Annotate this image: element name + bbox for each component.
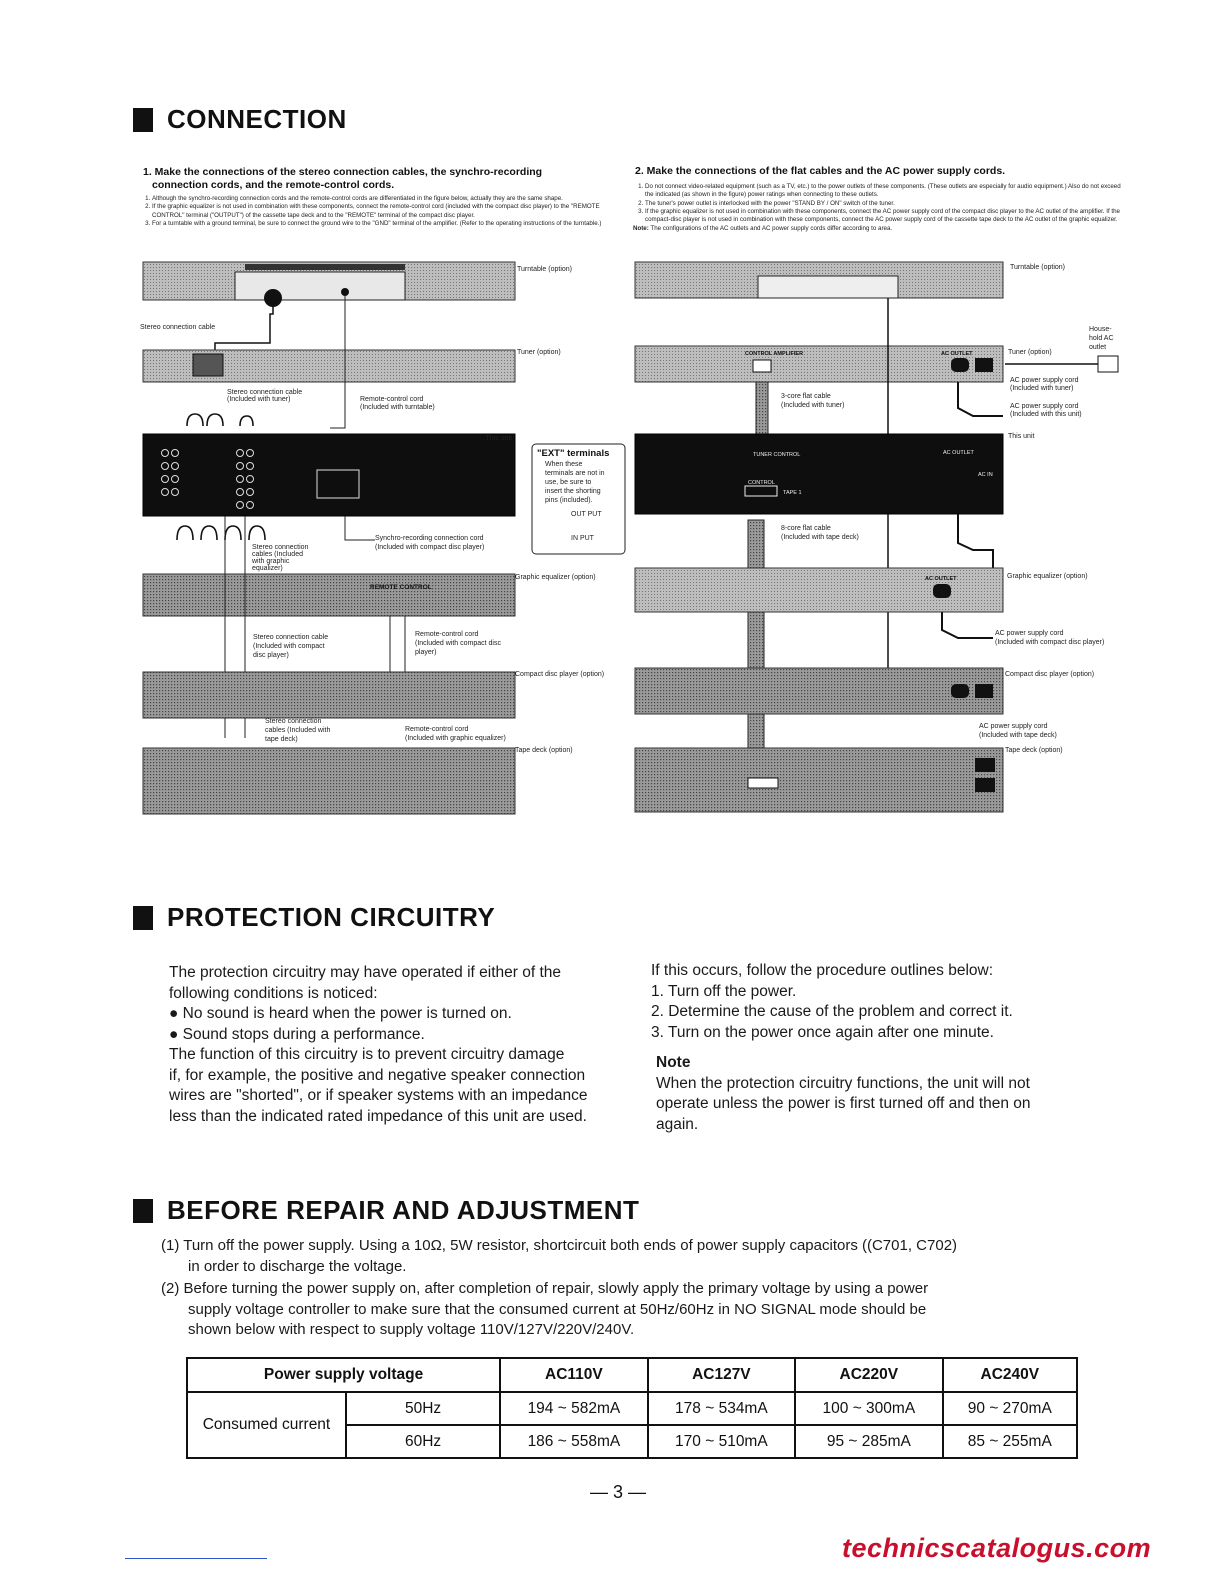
r-ac-cord-cd-1: AC power supply cord [995, 630, 1064, 637]
label-stereo-eq-3: with graphic [252, 558, 290, 565]
turntable-remote-jack [341, 288, 349, 296]
r-ac-cord-unit-2: (Included with this unit) [1010, 411, 1082, 418]
label-remote-tt-1: Remote-control cord [360, 396, 424, 403]
label-stereo-tuner-1: Stereo connection cable [227, 389, 303, 396]
protection-left-line: ● No sound is heard when the power is turned on. [169, 1005, 512, 1022]
table-header-cell: AC220V [795, 1358, 942, 1392]
table-header-cell: AC110V [500, 1358, 647, 1392]
r-tape-deck-body [635, 748, 1003, 812]
r-household-1: House- [1089, 326, 1112, 333]
this-unit-body [143, 434, 515, 516]
r-eq-outlet [933, 584, 951, 598]
protection-left-line: wires are "shorted", or if speaker systems with an impedance [169, 1087, 588, 1104]
tape-deck-body [143, 748, 515, 814]
r-label-tape-deck: Tape deck (option) [1005, 747, 1063, 754]
label-tuner: Tuner (option) [517, 349, 561, 356]
r-cd-player-body [635, 668, 1003, 714]
r-label-graphic-eq: Graphic equalizer (option) [1007, 573, 1088, 580]
r-ac-cord-unit-1: AC power supply cord [1010, 403, 1079, 410]
protection-title: PROTECTION CIRCUITRY [167, 902, 496, 932]
label-tape-deck: Tape deck (option) [515, 747, 573, 754]
r-cd-outlet-2 [975, 684, 993, 698]
synchro-cord [345, 516, 375, 540]
repair-steps [161, 1236, 1121, 1341]
label-stereo-eq-1: Stereo connection [252, 544, 309, 551]
label-turntable: Turntable (option) [517, 266, 572, 273]
left-note-1: 1. Although the synchro-recording connection cords and the remote-control cords are differentiated in the figure below, actually they are the same shape. [152, 195, 628, 203]
r-tape-control-jack-deck [748, 778, 778, 788]
label-graphic-eq: Graphic equalizer (option) [515, 574, 596, 581]
ext-title: "EXT" terminals [537, 448, 610, 459]
cd-player-body [143, 672, 515, 718]
r-eq-power-cord [958, 514, 993, 576]
protection-left-line: The protection circuitry may have operated if either of the [169, 964, 562, 981]
right-heading: 2. Make the connections of the flat cables and the AC power supply cords. [635, 165, 1006, 177]
r-label-tuner: Tuner (option) [1008, 349, 1052, 356]
right-note-1: 1. Do not connect video-related equipment (such as a TV, etc.) to the power outlets of these components. (These outlets are especially for audio equipment.) Also do not exceed the indicated (as shown in the figure) power ratings when connecting to these outlets. [645, 183, 1123, 200]
protection-left-line: if, for example, the positive and negative speaker connection [169, 1066, 586, 1084]
r-ac-outlet-unit: AC OUTLET [943, 450, 974, 456]
protection-left-line: following conditions is noticed: [169, 984, 378, 1002]
r-this-unit-body [635, 434, 1003, 514]
right-notes [633, 183, 1123, 234]
turntable-cable [215, 306, 273, 356]
protection-right-line: If this occurs, follow the procedure outlines below: [651, 962, 994, 979]
r-ac-cord-tuner-2: (Included with tuner) [1010, 385, 1074, 392]
turntable-jack [264, 289, 282, 307]
left-notes [140, 195, 628, 228]
left-heading-line2: connection cords, and the remote-control cords. [152, 179, 395, 191]
r-cd-outlet-1 [951, 684, 969, 698]
protection-note-line: When the protection circuitry functions, the unit will not [656, 1074, 1030, 1092]
label-stereo-tape-2: cables (Included with [265, 727, 331, 734]
label-remote-cd-2: (Included with compact disc [415, 640, 501, 647]
connection-title: CONNECTION [167, 104, 347, 134]
right-note-3: 3. If the graphic equalizer is not used in combination with these components, connect the AC power supply cord of the compact disc player to the AC outlet of the amplifier. If the compact-disc player is not used in combination with these components, connect the AC power supply cord of the cassette tape deck to the AC outlet of the graphic equalizer. [645, 208, 1123, 225]
label-remote-cd-3: player) [415, 649, 437, 656]
r-control-amplifier: CONTROL AMPLIFIER [745, 351, 804, 357]
r-flat8-cable [748, 520, 764, 752]
remote-control-panel: REMOTE CONTROL [370, 584, 432, 591]
r-ac-cord-cd-2: (Included with compact disc player) [995, 639, 1105, 646]
label-this-unit: This unit [485, 435, 512, 442]
table-value-cell: 194 ~ 582mA [500, 1392, 647, 1425]
ext-out: OUT PUT [571, 511, 602, 518]
table-header-cell: Power supply voltage [187, 1358, 500, 1392]
repair-step2-line3: shown below with respect to supply voltage 110V/127V/220V/240V. [188, 1321, 635, 1338]
table-value-cell: 186 ~ 558mA [500, 1425, 647, 1458]
table-value-cell: 100 ~ 300mA [795, 1392, 942, 1425]
section-title-repair [133, 1195, 639, 1226]
right-note-label: Note: [633, 225, 649, 233]
table-freq-cell: 50Hz [346, 1392, 500, 1425]
r-ac-in: AC IN [978, 472, 993, 478]
ext-note-1: When these [545, 461, 583, 468]
protection-left-text [169, 963, 639, 1127]
protection-left-line: The function of this circuitry is to prevent circuitry damage [169, 1046, 565, 1063]
left-connection-diagram [135, 258, 630, 818]
r-flat8-1: 8-core flat cable [781, 525, 831, 532]
tuner-plugs [187, 414, 253, 426]
watermark: technicscatalogus.com [842, 1533, 1152, 1563]
r-label-cd-player: Compact disc player (option) [1005, 671, 1095, 678]
right-note-text: The configurations of the AC outlets and AC power supply cords differ according to area. [650, 225, 893, 233]
protection-right-text [651, 961, 1121, 1135]
r-tuner-control-jack [753, 360, 771, 372]
r-tuner-outlet-2 [975, 358, 993, 372]
ext-note-4: insert the shorting [545, 488, 601, 495]
r-ac-cord-tuner-1: AC power supply cord [1010, 377, 1079, 384]
tuner-terminals [193, 354, 223, 376]
section-marker [133, 108, 153, 132]
r-unit-power-cord [958, 382, 1003, 416]
label-remote-eq-1: Remote-control cord [405, 726, 469, 733]
table-value-cell: 178 ~ 534mA [648, 1392, 795, 1425]
section-title-connection [133, 104, 347, 135]
repair-step1-line1: (1) Turn off the power supply. Using a 10Ω, 5W resistor, shortcircuit both ends of power supply capacitors ((C701, C702) [161, 1237, 958, 1254]
r-cd-power-cord [942, 612, 993, 638]
protection-right-line: 2. Determine the cause of the problem and correct it. [651, 1003, 1013, 1020]
left-note-2: 2. If the graphic equalizer is not used in combination with these components, connect the remote-control cord (included with the compact disc player) to the "REMOTE CONTROL" terminal ("OUTPUT") of the cassette tape deck and to the "REMOTE" terminal of the compact disc player. [152, 203, 628, 220]
protection-note-line: again. [656, 1115, 699, 1133]
left-heading-line1: 1. Make the connections of the stereo connection cables, the synchro-recording [143, 166, 543, 178]
label-synchro-2: (Included with compact disc player) [375, 544, 485, 551]
left-note-3: 3. For a turntable with a ground terminal, be sure to connect the ground wire to the "GND" terminal of the amplifier. (Refer to the operating instructions of the turntable.) [152, 220, 628, 228]
footer-rule [125, 1558, 267, 1559]
ext-note-5: pins (included). [545, 497, 593, 504]
r-flat8-2: (Included with tape deck) [781, 534, 859, 541]
table-value-cell: 85 ~ 255mA [943, 1425, 1077, 1458]
protection-note-line: operate unless the power is first turned off and then on [656, 1095, 1031, 1112]
protection-right-line: 1. Turn off the power. [651, 982, 797, 1000]
turntable-rear-strip [245, 264, 405, 270]
r-tape1: TAPE 1 [783, 490, 802, 496]
table-value-cell: 170 ~ 510mA [648, 1425, 795, 1458]
section-title-protection [133, 902, 495, 933]
label-stereo-tape-3: tape deck) [265, 736, 298, 743]
unit-plugs [177, 526, 265, 540]
graphic-eq-body [143, 574, 515, 616]
repair-step1-line2: in order to discharge the voltage. [188, 1257, 407, 1275]
section-marker [133, 906, 153, 930]
label-remote-eq-2: (Included with graphic equalizer) [405, 735, 506, 742]
right-connection-diagram [633, 258, 1128, 818]
protection-right-line: 3. Turn on the power once again after one minute. [651, 1023, 994, 1041]
r-tuner-outlet-1 [951, 358, 969, 372]
ext-note-2: terminals are not in [545, 470, 605, 477]
page-number: — 3 — [590, 1482, 647, 1502]
r-ac-cord-tape-1: AC power supply cord [979, 723, 1048, 730]
section-marker [133, 1199, 153, 1223]
label-stereo-cd-2: (Included with compact [253, 643, 325, 650]
power-supply-table [186, 1357, 1078, 1459]
protection-left-line: ● Sound stops during a performance. [169, 1025, 425, 1043]
household-outlet [1098, 356, 1118, 372]
r-tape-outlet-1 [975, 758, 995, 772]
label-stereo-tape-1: Stereo connection [265, 718, 322, 725]
r-label-turntable: Turntable (option) [1010, 264, 1065, 271]
right-note-2: 2. The tuner's power outlet is interlocked with the power "STAND BY / ON" switch of the tuner. [645, 200, 1123, 208]
r-flat3-cable [756, 382, 768, 438]
label-cd-player: Compact disc player (option) [515, 671, 605, 678]
r-household-2: hold AC [1089, 335, 1114, 342]
protection-left-line: less than the indicated rated impedance of this unit are used. [169, 1107, 587, 1125]
table-header-row [187, 1358, 1077, 1392]
r-ac-outlet-eq: AC OUTLET [925, 576, 957, 582]
r-flat3-1: 3-core flat cable [781, 393, 831, 400]
r-tuner-control: TUNER CONTROL [753, 452, 801, 458]
r-turntable-panel [758, 276, 898, 298]
label-stereo-eq-4: equalizer) [252, 565, 283, 572]
label-stereo-eq-2: cables (Included [252, 551, 303, 558]
table-row-label: Consumed current [187, 1392, 346, 1458]
r-ac-cord-tape-2: (Included with tape deck) [979, 732, 1057, 739]
repair-step2-line2: supply voltage controller to make sure that the consumed current at 50Hz/60Hz in NO SIGNAL mode should be [188, 1300, 927, 1318]
r-control-tape: CONTROL [748, 480, 775, 486]
label-stereo-cd-1: Stereo connection cable [253, 634, 329, 641]
label-stereo-tuner-2: (Included with tuner) [227, 396, 291, 403]
turntable-panel [235, 272, 405, 300]
table-value-cell: 90 ~ 270mA [943, 1392, 1077, 1425]
r-tape-outlet-2 [975, 778, 995, 792]
repair-step2-line1: (2) Before turning the power supply on, after completion of repair, slowly apply the primary voltage by using a power [161, 1280, 929, 1297]
label-remote-cd-1: Remote-control cord [415, 631, 479, 638]
table-row [187, 1392, 1077, 1425]
label-synchro-1: Synchro-recording connection cord [375, 535, 484, 542]
table-freq-cell: 60Hz [346, 1425, 500, 1458]
left-heading [143, 166, 613, 192]
ext-note-3: use, be sure to [545, 479, 592, 486]
r-flat3-2: (Included with tuner) [781, 402, 845, 409]
table-value-cell: 95 ~ 285mA [795, 1425, 942, 1458]
r-ac-outlet-tuner: AC OUTLET [941, 351, 973, 357]
label-stereo-cd-3: disc player) [253, 652, 289, 659]
ext-in: IN PUT [571, 535, 594, 542]
r-label-this-unit: This unit [1008, 433, 1035, 440]
label-stereo-cable: Stereo connection cable [140, 324, 216, 331]
protection-note-title: Note [656, 1054, 691, 1071]
repair-title: BEFORE REPAIR AND ADJUSTMENT [167, 1195, 640, 1225]
table-header-cell: AC127V [648, 1358, 795, 1392]
r-household-3: outlet [1089, 344, 1107, 351]
label-remote-tt-2: (Included with turntable) [360, 404, 435, 411]
table-header-cell: AC240V [943, 1358, 1077, 1392]
